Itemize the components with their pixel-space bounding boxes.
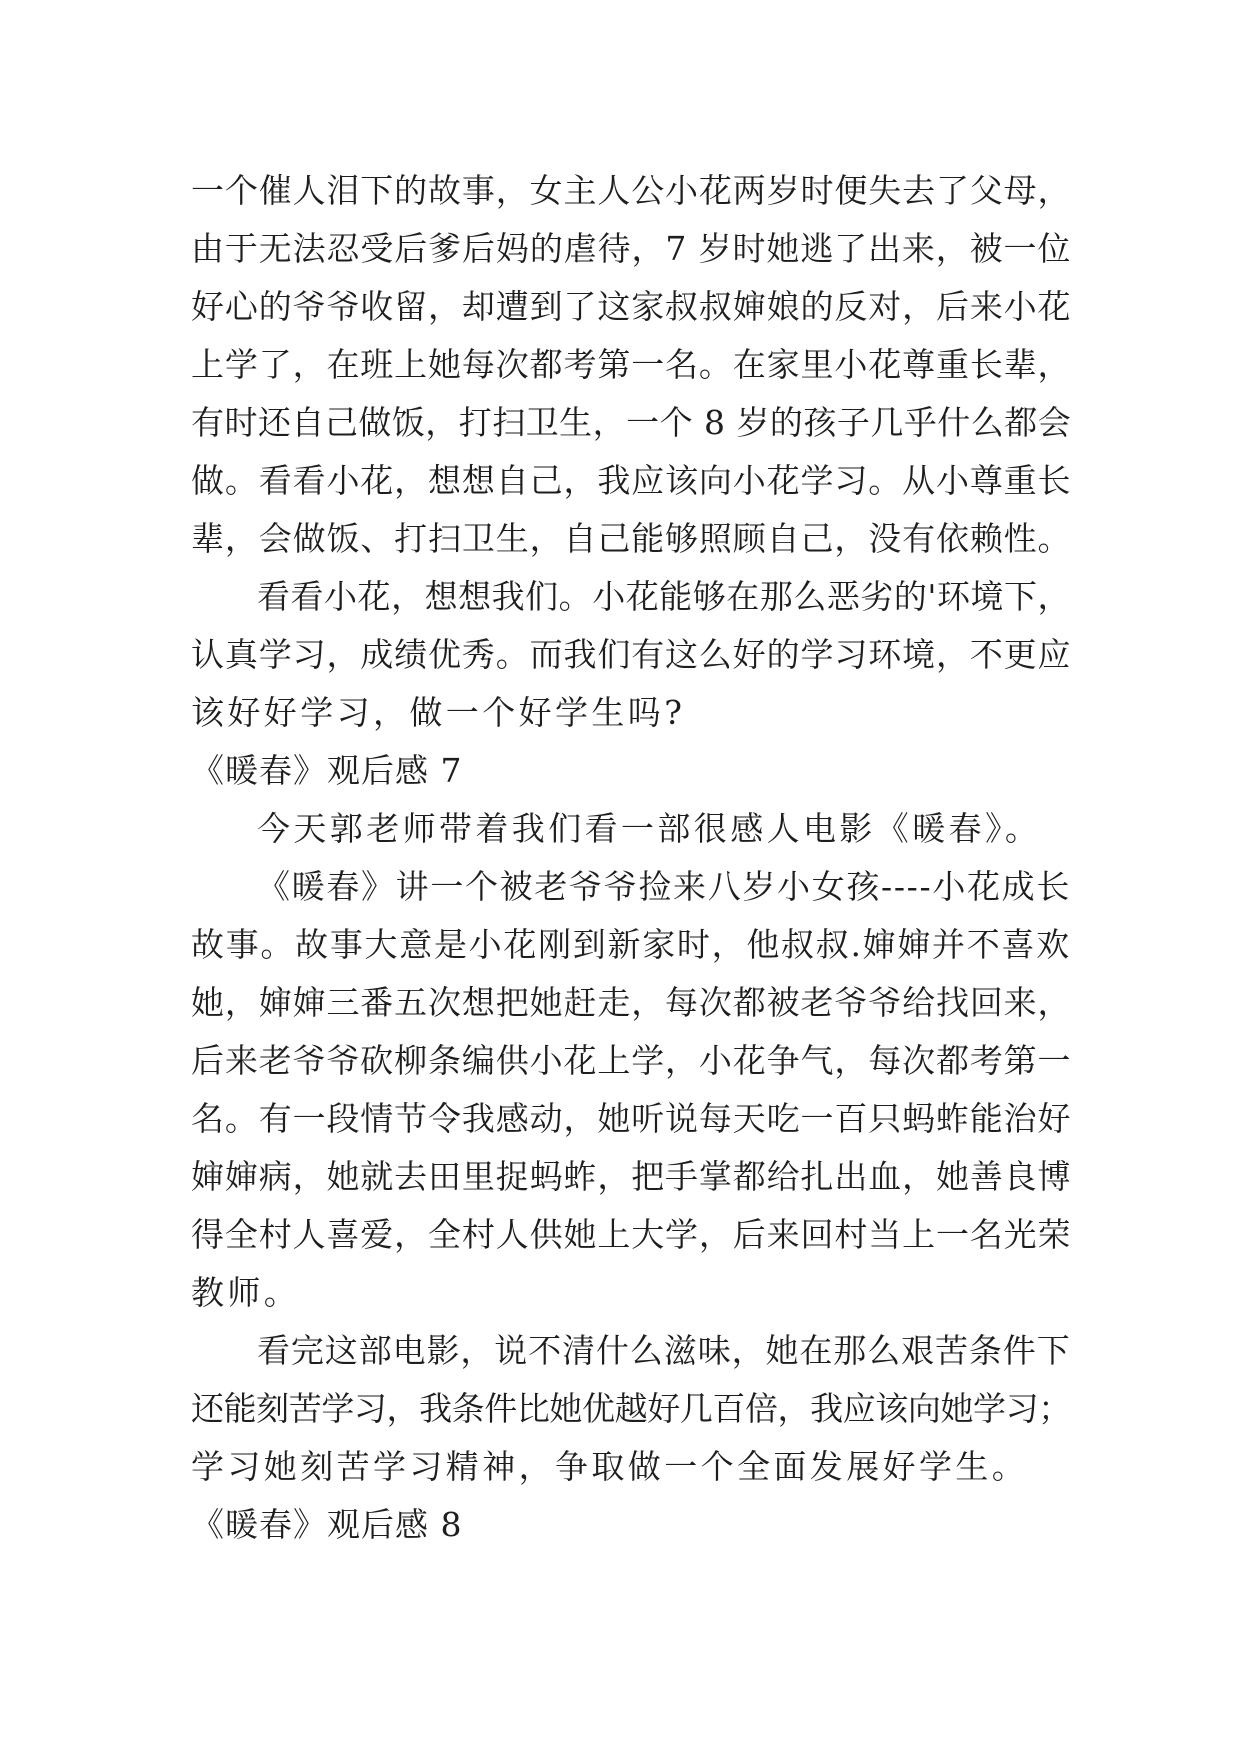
text-line: 学习她刻苦学习精神，争取做一个全面发展好学生。 bbox=[191, 1447, 1029, 1486]
text-line: 今天郭老师带着我们看一部很感人电影《暖春》。 bbox=[257, 809, 1042, 848]
text-line: 该好好学习，做一个好学生吗? bbox=[191, 693, 686, 732]
text-line: 做。看看小花，想想自己，我应该向小花学习。从小尊重长 bbox=[191, 461, 1072, 500]
document-body bbox=[191, 162, 1071, 1554]
text-line: 由于无法忍受后爹后妈的虐待，7 岁时她逃了出来，被一位 bbox=[191, 229, 1072, 268]
section-heading: 《暖春》观后感 8 bbox=[191, 1505, 463, 1544]
text-line: 辈，会做饭、打扫卫生，自己能够照顾自己，没有依赖性。 bbox=[191, 519, 1072, 558]
text-line: 教师。 bbox=[191, 1273, 301, 1312]
text-line: 婶婶病，她就去田里捉蚂蚱，把手掌都给扎出血，她善良博 bbox=[191, 1157, 1072, 1196]
text-line: 有时还自己做饭，打扫卫生，一个 8 岁的孩子几乎什么都会 bbox=[191, 403, 1072, 442]
paragraph bbox=[191, 800, 1071, 858]
text-line: 认真学习，成绩优秀。而我们有这么好的学习环境，不更应 bbox=[191, 635, 1072, 674]
text-line: 好心的爷爷收留，却遭到了这家叔叔婶娘的反对，后来小花 bbox=[191, 287, 1072, 326]
paragraph bbox=[191, 858, 1071, 1322]
text-line: 她，婶婶三番五次想把她赶走，每次都被老爷爷给找回来， bbox=[191, 983, 1072, 1022]
text-line: 故事。故事大意是小花刚到新家时，他叔叔.婶婶并不喜欢 bbox=[191, 925, 1071, 964]
text-line: 一个催人泪下的故事，女主人公小花两岁时便失去了父母， bbox=[191, 171, 1072, 210]
text-line: 《暖春》讲一个被老爷爷捡来八岁小女孩----小花成长 bbox=[257, 867, 1072, 906]
text-line: 后来老爷爷砍柳条编供小花上学，小花争气，每次都考第一 bbox=[191, 1041, 1072, 1080]
section-heading: 《暖春》观后感 7 bbox=[191, 751, 463, 790]
text-line: 得全村人喜爱，全村人供她上大学，后来回村当上一名光荣 bbox=[191, 1215, 1072, 1254]
paragraph bbox=[191, 1322, 1071, 1496]
text-line: 看完这部电影，说不清什么滋味，她在那么艰苦条件下 bbox=[257, 1331, 1071, 1370]
text-line: 还能刻苦学习，我条件比她优越好几百倍，我应该向她学习； bbox=[191, 1389, 1071, 1428]
text-line: 上学了，在班上她每次都考第一名。在家里小花尊重长辈， bbox=[191, 345, 1072, 384]
paragraph bbox=[191, 568, 1071, 742]
text-line: 看看小花，想想我们。小花能够在那么恶劣的'环境下， bbox=[257, 577, 1072, 616]
text-line: 名。有一段情节令我感动，她听说每天吃一百只蚂蚱能治好 bbox=[191, 1099, 1072, 1138]
paragraph bbox=[191, 162, 1071, 568]
